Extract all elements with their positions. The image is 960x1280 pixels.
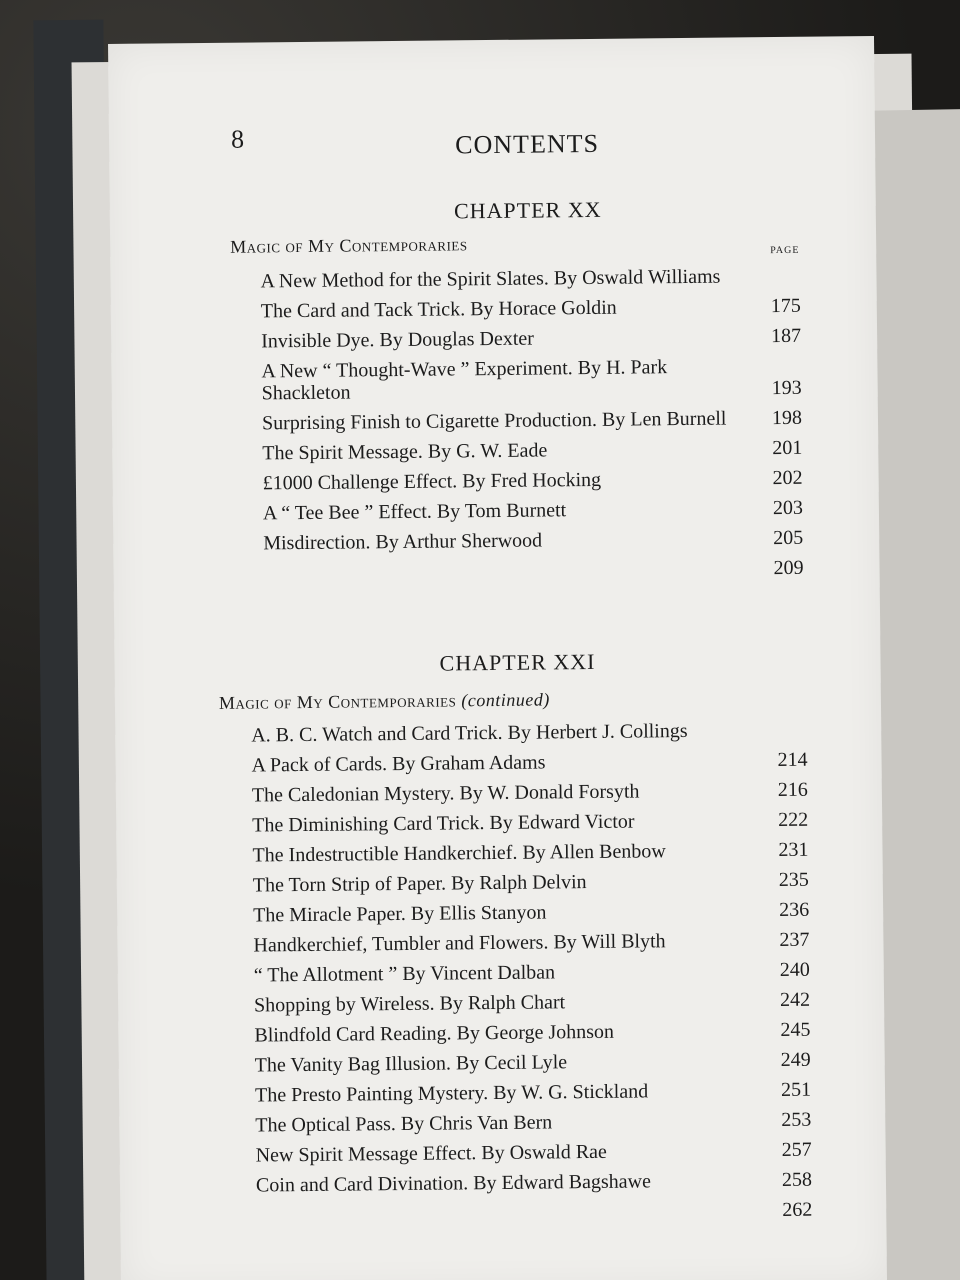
page-number: 8 [230, 124, 245, 154]
toc-entry-title: Shopping by Wireless. By Ralph Chart [253, 991, 566, 1017]
toc-entry [252, 779, 808, 807]
toc-entry-page: 203 [772, 496, 804, 520]
toc-entry-title: Invisible Dye. By Douglas Dexter [261, 327, 534, 353]
toc-entry-page: 222 [778, 808, 809, 832]
toc-entry-title: “ The Allotment ” By Vincent Dalban [253, 961, 556, 987]
toc-entry [252, 839, 808, 867]
toc-entry [263, 497, 803, 525]
page-column-label: PAGE [770, 244, 800, 257]
toc-entry-page: 235 [778, 868, 809, 892]
toc-entry-title: Coin and Card Divination. By Edward Bagshawe [255, 1170, 652, 1197]
toc-entry-page: 257 [781, 1138, 812, 1162]
toc-entry-page: 202 [772, 466, 803, 490]
toc-entry-title: The Card and Tack Trick. By Horace Goldin [260, 296, 617, 323]
toc-entry-page: 201 [772, 436, 803, 460]
toc-entry-title: The Spirit Message. By G. W. Eade [262, 439, 548, 465]
toc-entry [262, 437, 802, 465]
section-heading [219, 689, 550, 713]
toc-entry [253, 929, 809, 957]
section-suffix: (continued) [461, 689, 550, 711]
toc-entry-page: 249 [780, 1048, 811, 1072]
toc-entry-title: The Vanity Bag Illusion. By Cecil Lyle [254, 1051, 568, 1077]
toc-entry-title: Handkerchief, Tumbler and Flowers. By Will Blyth [253, 930, 666, 957]
toc-entry-title: A New “ Thought-Wave ” Experiment. By H. Park Shackleton [261, 356, 668, 405]
toc-entry [263, 467, 803, 495]
toc-entry-title: The Diminishing Card Trick. By Edward Victor [252, 810, 635, 837]
toc-entry-page: 251 [780, 1078, 812, 1102]
toc-entry-title: Blindfold Card Reading. By George Johnson [254, 1020, 615, 1047]
toc-list [260, 265, 803, 593]
toc-entry [256, 1139, 812, 1167]
toc-entry-page: 242 [779, 988, 811, 1012]
toc-entry-page: 205 [773, 526, 804, 550]
toc-entry-page: 175 [770, 294, 801, 318]
toc-entry [255, 1049, 811, 1077]
toc-entry-page: 187 [771, 324, 802, 348]
toc-entry [261, 325, 801, 353]
running-head: CONTENTS [455, 128, 600, 160]
toc-entry [262, 407, 802, 435]
toc-entry-title: A “ Tee Bee ” Effect. By Tom Burnett [262, 499, 567, 525]
toc-entry-page: 240 [779, 958, 810, 982]
toc-entry-title: A Pack of Cards. By Graham Adams [251, 751, 546, 777]
toc-entry-title: The Torn Strip of Paper. By Ralph Delvin [252, 871, 587, 897]
toc-entry [263, 527, 803, 555]
toc-entry-page: 214 [777, 748, 808, 772]
toc-list [251, 719, 812, 1235]
section-title: Magic of My Contemporaries [218, 690, 457, 713]
section-title: Magic of My Contemporaries [230, 234, 468, 257]
toc-entry-page: 216 [777, 778, 808, 802]
section-heading [230, 234, 468, 257]
toc-entry [254, 1019, 810, 1047]
toc-entry [256, 1169, 812, 1197]
toc-entry-page: 253 [781, 1108, 812, 1132]
toc-entry [261, 295, 801, 323]
toc-entry-title: A. B. C. Watch and Card Trick. By Herbert J. Collings [251, 719, 688, 747]
toc-entry-title: The Miracle Paper. By Ellis Stanyon [253, 901, 547, 927]
toc-entry-title: The Presto Painting Mystery. By W. G. Stickland [254, 1080, 649, 1107]
toc-entry-title: The Optical Pass. By Chris Van Bern [255, 1111, 553, 1137]
toc-entry-page: 231 [778, 838, 809, 862]
toc-entry [253, 869, 809, 897]
toc-entry [255, 1109, 811, 1137]
chapter-heading: CHAPTER XX [453, 196, 602, 224]
toc-entry-page: 236 [779, 898, 810, 922]
toc-entry-title: The Indestructible Handkerchief. By Allen Benbow [252, 840, 666, 867]
toc-entry-page: 245 [780, 1018, 811, 1042]
toc-entry-page: 262 [782, 1198, 813, 1222]
toc-entry-page: 258 [781, 1168, 813, 1192]
toc-entry [260, 265, 800, 293]
toc-entry-title: The Caledonian Mystery. By W. Donald Forsyth [251, 780, 640, 807]
toc-entry [261, 355, 801, 405]
toc-entry [251, 749, 807, 777]
toc-entry-page: 237 [779, 928, 810, 952]
toc-entry-page: 198 [771, 406, 803, 430]
toc-entry-page: 193 [771, 376, 802, 400]
toc-entry [253, 899, 809, 927]
toc-entry [255, 1079, 811, 1107]
toc-entry [252, 809, 808, 837]
toc-entry [254, 959, 810, 987]
toc-entry-title: A New Method for the Spirit Slates. By Oswald Williams [260, 265, 721, 293]
toc-trailing-page [256, 1199, 812, 1227]
toc-entry-title: New Spirit Message Effect. By Oswald Rae [255, 1140, 607, 1167]
toc-entry-title: Surprising Finish to Cigarette Production. By Len Burnell [261, 407, 727, 435]
book-page [108, 36, 887, 1280]
toc-entry-title: Misdirection. By Arthur Sherwood [263, 529, 543, 555]
toc-entry-title: £1000 Challenge Effect. By Fred Hocking [262, 468, 602, 495]
toc-entry [254, 989, 810, 1017]
page-text [108, 36, 887, 1280]
toc-entry-page: 209 [773, 556, 804, 580]
chapter-heading: CHAPTER XXI [439, 648, 596, 676]
toc-trailing-page [263, 557, 803, 585]
toc-entry [251, 719, 807, 747]
